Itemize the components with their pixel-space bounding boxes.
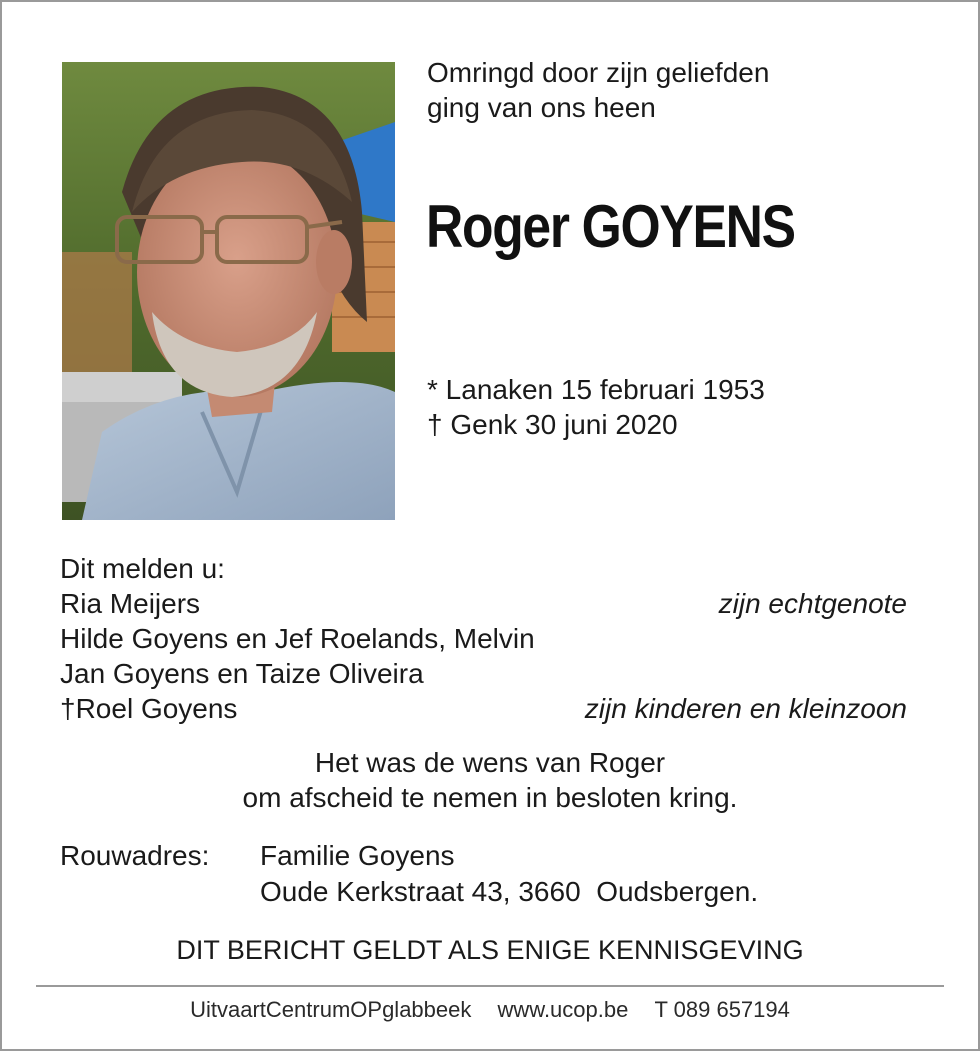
family-relation: zijn echtgenote (718, 588, 907, 619)
address-label: Rouwadres: (60, 840, 210, 871)
announcement-heading: Dit melden u: (60, 553, 225, 584)
family-member-name: Hilde Goyens en Jef Roelands, Melvin (60, 623, 535, 654)
wish-line-2: om afscheid te nemen in besloten kring. (242, 782, 738, 813)
deceased-name: Roger GOYENS (426, 193, 795, 260)
intro-text (427, 55, 769, 125)
footer (0, 997, 980, 1023)
family-member-name: †Roel Goyens (60, 693, 238, 724)
notice-text: DIT BERICHT GELDT ALS ENIGE KENNISGEVING (176, 935, 804, 965)
family-row (60, 691, 910, 726)
footer-website[interactable]: www.ucop.be (497, 997, 629, 1022)
life-dates (427, 372, 765, 442)
address-lines (260, 838, 758, 910)
wish-line-1: Het was de wens van Roger (314, 747, 666, 778)
intro-line-2: ging van ons heen (427, 92, 656, 123)
birth-line: * Lanaken 15 februari 1953 (427, 374, 765, 405)
footer-company: UitvaartCentrumOPglabbeek (190, 997, 472, 1022)
family-member-name: Jan Goyens en Taize Oliveira (60, 658, 424, 689)
family-row (60, 621, 910, 656)
portrait-photo (62, 62, 395, 520)
address-line-1: Familie Goyens (260, 840, 455, 871)
announcement-block (60, 551, 910, 726)
intro-line-1: Omringd door zijn geliefden (427, 57, 770, 88)
death-line: † Genk 30 juni 2020 (427, 409, 678, 440)
footer-phone: T 089 657194 (654, 997, 790, 1022)
address-line-2: Oude Kerkstraat 43, 3660 Oudsbergen. (260, 876, 759, 907)
family-member-name: Ria Meijers (60, 588, 201, 619)
family-row (60, 586, 910, 621)
footer-divider (36, 985, 944, 987)
family-row (60, 656, 910, 691)
wish-text (0, 745, 980, 815)
family-relation: zijn kinderen en kleinzoon (584, 693, 907, 724)
